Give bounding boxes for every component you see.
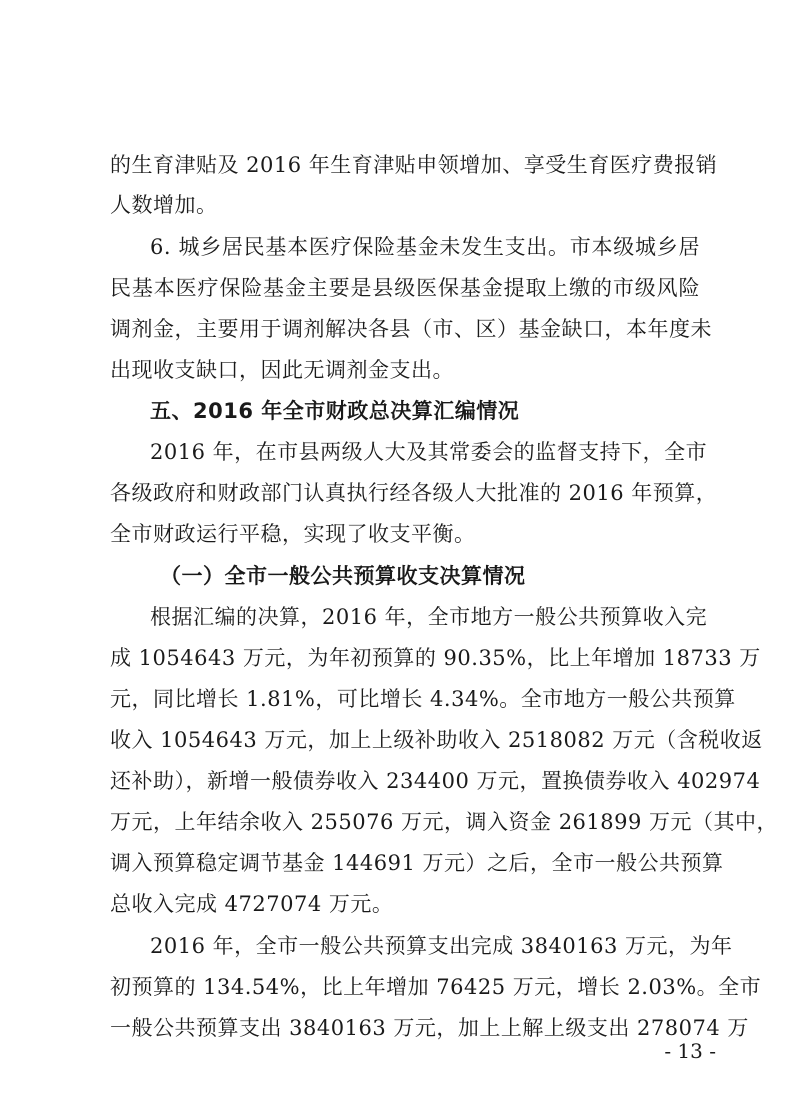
body-text-line: 出现收支缺口，因此无调剂金支出。 <box>110 358 454 382</box>
body-text-line: 的生育津贴及 2016 年生育津贴申领增加、享受生育医疗费报销 <box>110 153 718 177</box>
body-text-line: 全市财政运行平稳，实现了收支平衡。 <box>110 522 476 546</box>
body-text-line: 调入预算稳定调节基金 144691 万元）之后，全市一般公共预算 <box>110 851 724 875</box>
body-text-line: 初预算的 134.54%，比上年增加 76425 万元，增长 2.03%。全市 <box>110 975 762 999</box>
body-text-line: 2016 年，全市一般公共预算支出完成 3840163 万元，为年 <box>150 934 733 958</box>
body-text-line: 一般公共预算支出 3840163 万元，加上上解上级支出 278074 万 <box>110 1016 749 1040</box>
body-text-line: 成 1054643 万元，为年初预算的 90.35%，比上年增加 18733 万 <box>110 646 761 670</box>
body-text-line: 总收入完成 4727074 万元。 <box>110 892 394 916</box>
body-text-line: 根据汇编的决算，2016 年，全市地方一般公共预算收入完 <box>150 605 708 629</box>
body-text-line: 6. 城乡居民基本医疗保险基金未发生支出。市本级城乡居 <box>150 235 700 259</box>
body-text-line: 调剂金，主要用于调剂解决各县（市、区）基金缺口，本年度未 <box>110 317 712 341</box>
subsection-heading: （一）全市一般公共预算收支决算情况 <box>160 564 526 588</box>
body-text-line: 收入 1054643 万元，加上上级补助收入 2518082 万元（含税收返 <box>110 728 763 752</box>
body-text-line: 民基本医疗保险基金主要是县级医保基金提取上缴的市级风险 <box>110 276 700 300</box>
section-heading: 五、2016 年全市财政总决算汇编情况 <box>150 399 520 423</box>
body-text-line: 万元，上年结余收入 255076 万元，调入资金 261899 万元（其中， <box>110 810 779 834</box>
body-text-line: 还补助），新增一般债券收入 234400 万元，置换债券收入 402974 <box>110 769 761 793</box>
body-text-line: 人数增加。 <box>110 193 218 217</box>
body-text-line: 2016 年，在市县两级人大及其常委会的监督支持下，全市 <box>150 440 708 464</box>
page-number: - 13 - <box>664 1039 716 1063</box>
body-text-line: 各级政府和财政部门认真执行经各级人大批准的 2016 年预算， <box>110 481 718 505</box>
body-text-line: 元，同比增长 1.81%，可比增长 4.34%。全市地方一般公共预算 <box>110 687 736 711</box>
